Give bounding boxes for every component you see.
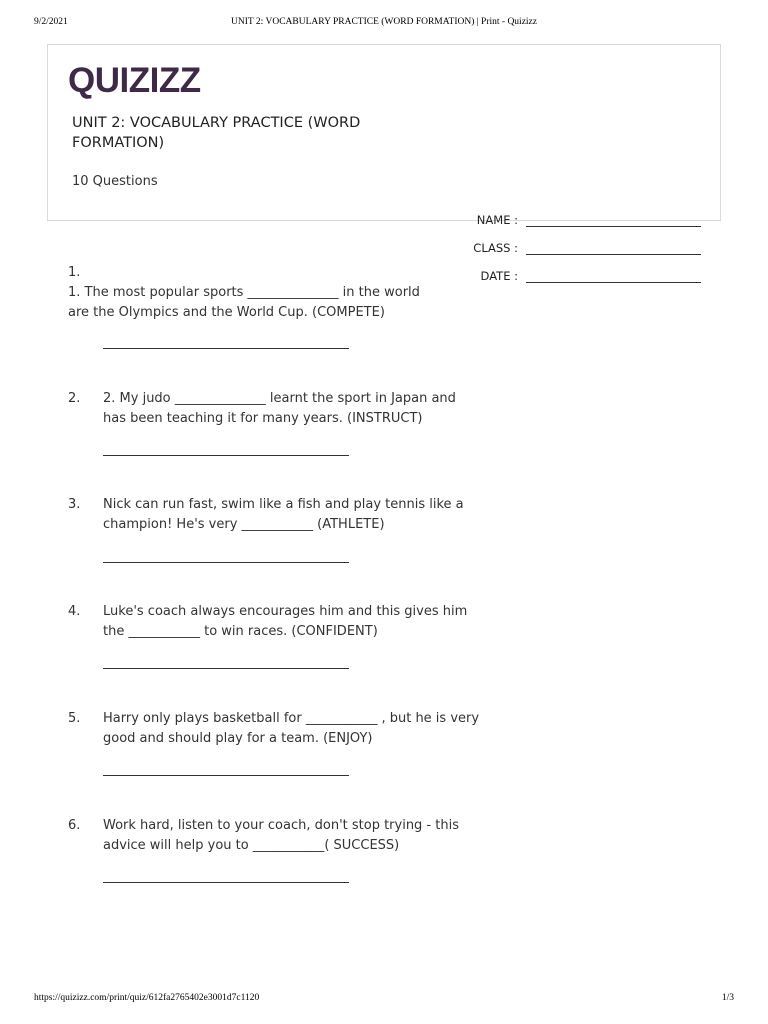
answer-line-5[interactable] [103,775,349,776]
question-text: Luke's coach always encourages him and this gives him the ___________ to win races. (CONFIDENT) [103,604,468,639]
date-field[interactable] [470,268,710,288]
question-6 [68,816,488,896]
print-url: https://quizizz.com/print/quiz/612fa2765402e3001d7c1120 [34,993,260,1003]
question-number: 6. [68,818,81,833]
question-text: Nick can run fast, swim like a fish and play tennis like a champion! He's very ___________ (ATHLETE) [103,497,464,532]
class-field[interactable] [470,240,710,260]
print-footer [0,993,768,1007]
name-label: NAME : [476,213,518,227]
question-text: 2. My judo ______________ learnt the sport in Japan and has been teaching it for many years. (INSTRUCT) [103,391,456,426]
class-label: CLASS : [473,241,518,255]
print-header [0,17,768,31]
answer-line-1[interactable] [103,348,349,349]
name-line[interactable] [526,226,701,227]
question-number: 5. [68,711,81,726]
print-date: 9/2/2021 [34,17,68,27]
class-line[interactable] [526,254,701,255]
question-text: Work hard, listen to your coach, don't stop trying - this advice will help you to ___________( SUCCESS) [103,818,459,853]
question-3 [68,495,488,575]
answer-line-6[interactable] [103,882,349,883]
question-4 [68,602,488,682]
question-number: 3. [68,497,81,512]
answer-line-3[interactable] [103,562,349,563]
question-number: 2. [68,391,81,406]
quiz-title: UNIT 2: VOCABULARY PRACTICE (WORD FORMATION) [72,115,361,151]
print-page-title: UNIT 2: VOCABULARY PRACTICE (WORD FORMATION) | Print - Quizizz [231,17,537,27]
question-count: 10 Questions [72,174,158,189]
question-number: 1. [68,265,81,280]
answer-line-4[interactable] [103,668,349,669]
question-2 [68,389,488,469]
page-number: 1/3 [721,993,734,1003]
date-line[interactable] [526,282,701,283]
quiz-header-card [47,44,721,221]
name-field[interactable] [470,212,710,232]
question-text: Harry only plays basketball for ___________ , but he is very good and should play for a team. (ENJOY) [103,711,480,746]
answer-line-2[interactable] [103,455,349,456]
quizizz-logo: QUIZIZZ [68,61,201,100]
question-5 [68,709,488,789]
question-number: 4. [68,604,81,619]
question-text: 1. The most popular sports ______________ in the world are the Olympics and the World Cup. (COMPETE) [68,285,420,320]
date-label: DATE : [480,269,518,283]
